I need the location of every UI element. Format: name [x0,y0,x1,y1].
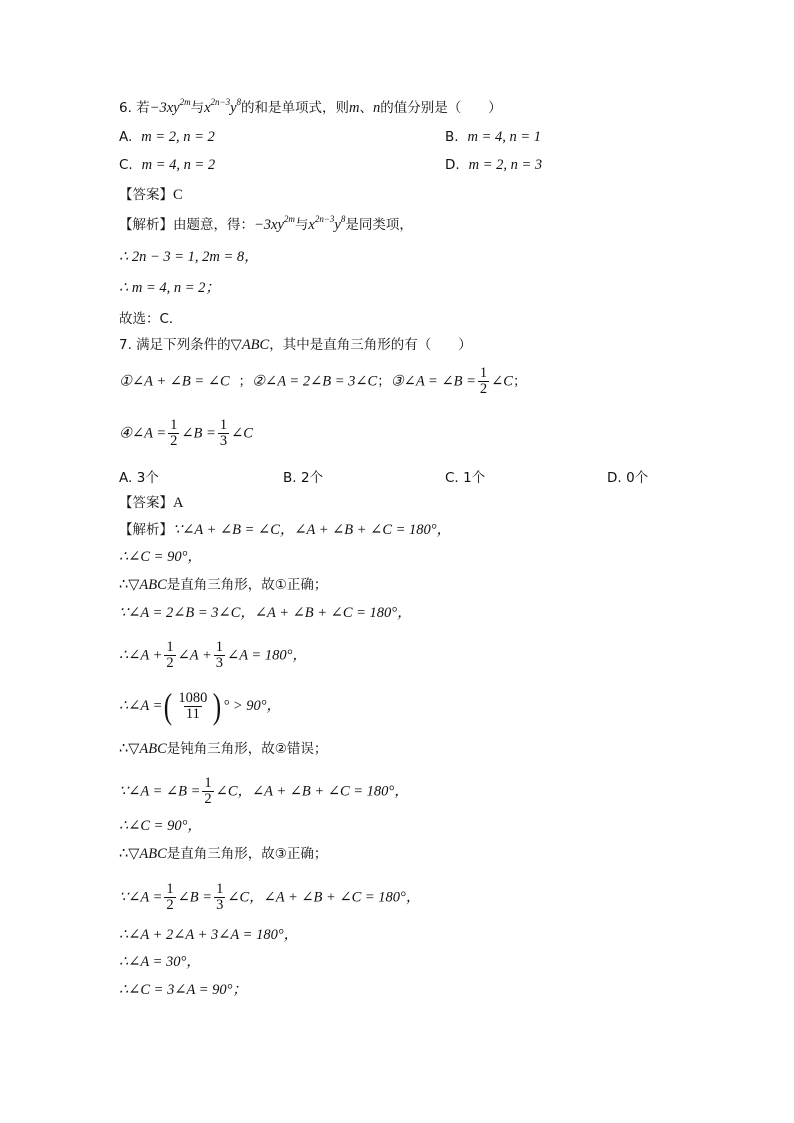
q7-analysis-line-1: 【解析】∵∠A + ∠B = ∠C，∠A + ∠B + ∠C = 180°， [119,522,452,538]
monomial-1: $-3xy^{2m}$ [149,97,191,116]
q7-analysis-line-7: ∴▽ABC是钝角三角形，故②错误； [119,741,328,757]
q7-answer: 【答案】A [119,495,184,511]
q6-analysis: 【解析】由题意，得：$-3xy^{2m}$与$x^{2n-3}y^8$是同类项， [119,214,413,233]
q6-option-a: A. m = 2, n = 2 [119,129,215,145]
q7-analysis-line-3: ∴▽ABC是直角三角形，故①正确； [119,577,328,593]
q7-analysis-line-12: ∴∠A + 2∠A + 3∠A = 180°， [119,927,299,943]
q7-analysis-line-5: ∴∠A + $\frac{1}{2}$ ∠A + $\frac{1}{3}$ ∠A = 180°， [119,639,307,671]
q7-analysis-line-8: ∵∠A = ∠B = $\frac{1}{2}$ ∠C，∠A + ∠B + ∠C = 180°， [119,775,409,807]
monomial-2: $x^{2n-3}y^8$ [204,97,242,116]
q7-condition-4: ④∠A = $\frac{1}{2}$ ∠B = $\frac{1}{3}$ ∠C [119,417,253,449]
q6-option-c: C. m = 4, n = 2 [119,157,216,173]
q7-analysis-line-11: ∵∠A = $\frac{1}{2}$ ∠B = $\frac{1}{3}$ ∠C，∠A + ∠B + ∠C = 180°， [119,881,421,913]
q7-option-c: C. 1个 [445,470,486,486]
q7-conditions-1-3: ①∠A + ∠B = ∠C ；②∠A = 2∠B = 3∠C；③∠A = ∠B = $\frac{1}{2}$ ∠C； [119,365,527,397]
q7-analysis-line-4: ∵∠A = 2∠B = 3∠C，∠A + ∠B + ∠C = 180°， [119,605,412,621]
q7-analysis-line-13: ∴∠A = 30°， [119,954,201,970]
q7-option-d: D. 0个 [607,470,649,486]
q7-option-b: B. 2个 [283,470,324,486]
q7-analysis-line-6: ∴∠A =( $\frac{1080}{11}$ ) ° > 90°， [119,686,282,726]
q7-analysis-line-10: ∴▽ABC是直角三角形，故③正确； [119,846,328,862]
q7-stem: 7. 满足下列条件的▽ABC，其中是直角三角形的有（ ） [119,337,472,353]
q6-stem: 6. 若$-3xy^{2m}$与$x^{2n-3}y^8$的和是单项式，则m、n的值分别是（ ） [119,97,502,116]
q7-analysis-line-14: ∴∠C = 3∠A = 90°； [119,982,247,998]
q6-conclusion: 故选：C． [119,311,183,327]
q6-option-d: D. m = 2, n = 3 [445,157,543,173]
q7-analysis-line-2: ∴∠C = 90°， [119,549,202,565]
q6-answer: 【答案】C [119,187,183,203]
q7-analysis-line-9: ∴∠C = 90°， [119,818,202,834]
q6-step-1: ∴ 2n − 3 = 1, 2m = 8， [119,249,259,265]
q7-option-a: A. 3个 [119,470,159,486]
q6-option-b: B. m = 4, n = 1 [445,129,542,145]
q6-step-2: ∴ m = 4, n = 2； [119,280,220,296]
